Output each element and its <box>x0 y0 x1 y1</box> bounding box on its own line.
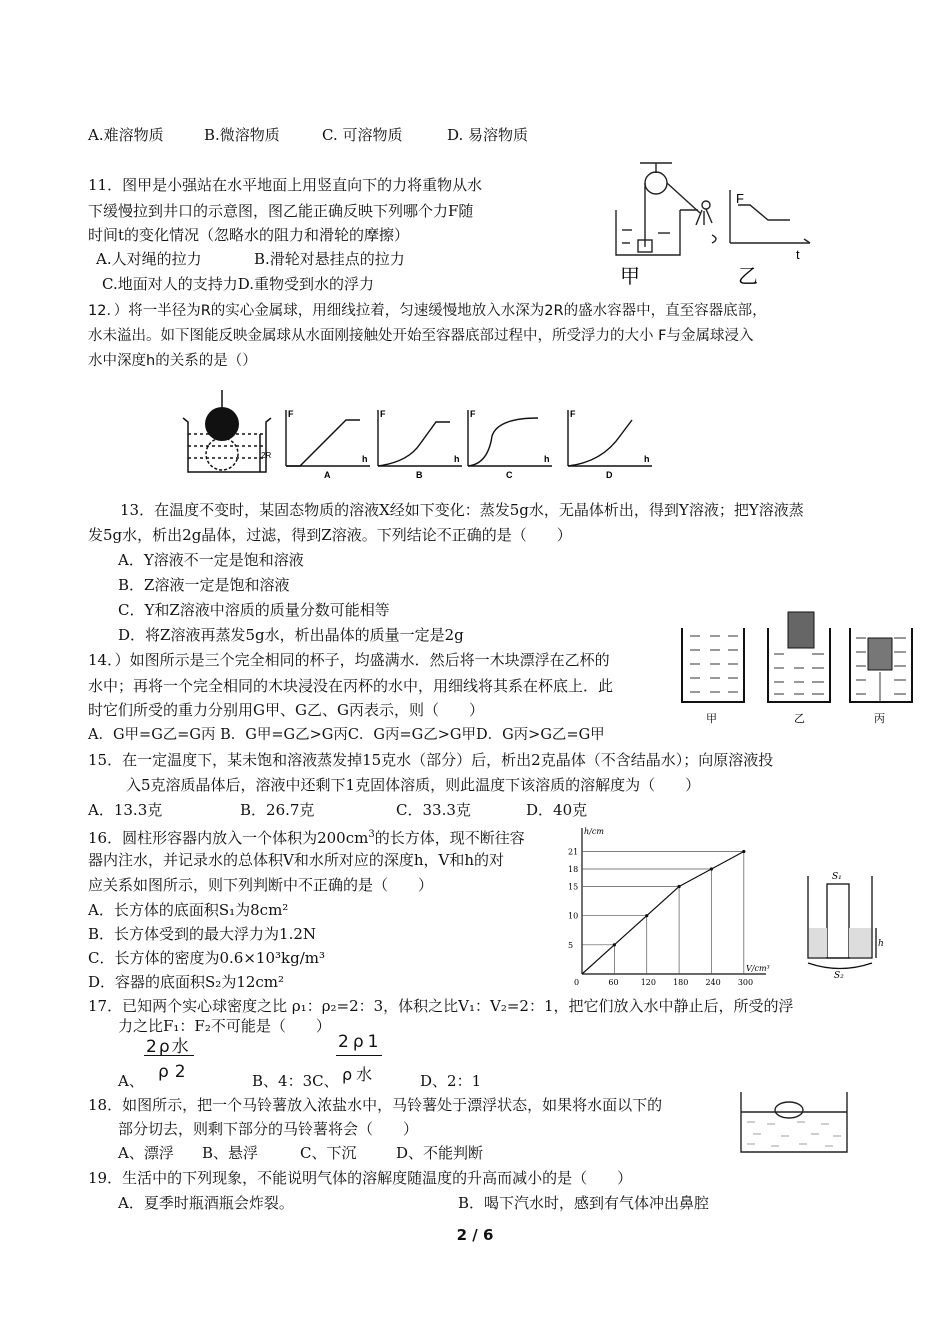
q13-opt-a: A．Y溶液不一定是饱和溶液 <box>118 551 304 569</box>
q12-line-1: 12．）将一半径为R的实心金属球，用细线拉着，匀速缓慢地放入水深为2R的盛水容器中，直至容器底部， <box>88 303 767 319</box>
q12-graph-label: B <box>416 470 423 480</box>
q16-y-tick-label: 18 <box>568 865 579 874</box>
q15-options <box>88 800 587 820</box>
q12-curve <box>378 422 450 466</box>
q11-figure <box>610 155 820 290</box>
q16-x-tick-label: 300 <box>737 978 754 987</box>
q15-opt-c: C．33.3克 <box>396 801 471 819</box>
q14-cup-label-yi: 乙 <box>794 712 805 725</box>
q17-opt-bc: B、4：3C、 <box>252 1072 339 1090</box>
q16-x-tick-label: 0 <box>574 978 580 987</box>
q11-fig-jia-label: 甲 <box>620 264 640 288</box>
q12-figure <box>178 390 658 480</box>
q15-line-1: 15．在一定温度下，某未饱和溶液蒸发掉15克水（部分）后，析出2克晶体（不含结晶水）；向原溶液投 <box>88 751 774 769</box>
q12-graph-label: A <box>324 470 331 480</box>
q12-curve <box>568 420 632 466</box>
q17-frac-1-den: ρ2 <box>158 1062 192 1082</box>
q16-y-tick-label: 15 <box>568 882 579 892</box>
q11-opt-c: C.地面对人的支持力 <box>102 275 238 293</box>
q16-x-tick-label: 120 <box>640 978 657 987</box>
q18-options <box>118 1143 483 1163</box>
q17-frac-1-num: 2ρ水 <box>146 1037 191 1057</box>
q17-opt-d: D、2：1 <box>420 1072 482 1090</box>
q16-h-v-chart <box>560 822 790 994</box>
q18-line-2: 部分切去，则剩下部分的马铃薯将会（ ） <box>118 1120 419 1138</box>
q19-line: 19．生活中的下列现象，不能说明气体的溶解度随温度的升高而减小的是（ ） <box>88 1169 633 1187</box>
q12-2r-label: 2R <box>261 451 272 460</box>
q12-h-label: h <box>454 454 460 464</box>
q11-fig-yi-label: 乙 <box>738 264 758 288</box>
q18-opt-b: B、悬浮 <box>202 1144 259 1162</box>
q11-line-1: 11．图甲是小强站在水平地面上用竖直向下的力将重物从水 <box>88 176 483 194</box>
q12-line-3: 水中深度h的关系的是（） <box>88 353 257 369</box>
q10-opt-a: A.难溶物质 <box>88 126 164 144</box>
q17-frac-2-num: 2ρ1 <box>338 1032 383 1052</box>
q16-line-1-pre: 16．圆柱形容器内放入一个体积为200cm <box>88 829 369 847</box>
q16-water-right <box>849 928 871 957</box>
q18-opt-a: A、漂浮 <box>118 1144 174 1162</box>
q16-y-tick-label: 5 <box>568 940 574 950</box>
q16-water-left <box>809 928 827 957</box>
q19-opt-a: A．夏季时瓶酒瓶会炸裂。 <box>118 1194 294 1212</box>
q13-opt-d: D．将Z溶液再蒸发5g水，析出晶体的质量一定是2g <box>118 626 464 644</box>
q11-opt-b: B.滑轮对悬挂点的拉力 <box>254 250 405 268</box>
q16-line-1 <box>88 825 525 848</box>
q18-opt-d: D、不能判断 <box>396 1144 484 1162</box>
q12-curve <box>468 418 538 466</box>
q15-opt-a: A．13.3克 <box>88 801 163 819</box>
q15-opt-b: B．26.7克 <box>240 801 315 819</box>
q18-line-1: 18．如图所示，把一个马铃薯放入浓盐水中，马铃薯处于漂浮状态，如果将水面以下的 <box>88 1096 663 1114</box>
q13-opt-b: B．Z溶液一定是饱和溶液 <box>118 576 290 594</box>
q14-cup-label-jia: 甲 <box>706 712 717 725</box>
q16-y-tick-label: 10 <box>568 911 579 921</box>
q12-graph-d <box>568 409 652 480</box>
q17-opt-a: A、 <box>118 1072 144 1090</box>
q17-frac-1-bar <box>144 1055 194 1056</box>
q12-graph-b <box>378 409 462 480</box>
q16-opt-c: C．长方体的密度为0.6×10³kg/m³ <box>88 949 325 967</box>
q16-x-tick-label: 60 <box>608 978 619 987</box>
q14-wood-block-yi <box>788 612 814 648</box>
q17-line-2: 力之比F₁：F₂不可能是（ ） <box>118 1017 331 1035</box>
q11-line-2: 下缓慢拉到井口的示意图，图乙能正确反映下列哪个力F随 <box>88 202 474 220</box>
q16-container-figure <box>800 866 890 978</box>
q15-opt-d: D．40克 <box>526 801 588 819</box>
q15-line-2: 入5克溶质晶体后，溶液中还剩下1克固体溶质，则此温度下该溶质的溶解度为（ ） <box>126 776 701 794</box>
q16-y-axis-label: h/cm <box>584 827 604 836</box>
q12-metal-ball <box>205 407 239 441</box>
q14-line-1: 14．）如图所示是三个完全相同的杯子，均盛满水．然后将一木块漂浮在乙杯的 <box>88 651 610 669</box>
q12-graph-c <box>468 409 552 480</box>
q19-opt-b: B．喝下汽水时，感到有气体冲出鼻腔 <box>458 1194 710 1212</box>
q10-opt-b: B.微溶物质 <box>204 126 280 144</box>
q17-frac-2-bar <box>336 1055 382 1056</box>
q16-x-axis-label: V/cm³ <box>746 964 770 973</box>
q11-options-ab <box>96 249 405 269</box>
q16-opt-b: B．长方体受到的最大浮力为1.2N <box>88 925 317 943</box>
q16-line-2: 器内注水，并记录水的总体积V和水所对应的深度h，V和h的对 <box>88 851 504 869</box>
q14-cup-label-bing: 丙 <box>874 712 885 725</box>
q12-curve <box>286 420 360 466</box>
q12-f-label: F <box>570 409 576 419</box>
q12-h-label: h <box>644 454 650 464</box>
q12-h-label: h <box>362 454 368 464</box>
q12-graph-label: C <box>506 470 513 480</box>
q11-opt-d: D.重物受到水的浮力 <box>237 275 374 293</box>
q17-frac-2-den: ρ水 <box>342 1065 377 1084</box>
q12-graph-label: D <box>606 470 613 480</box>
q16-x-tick-label: 240 <box>705 978 721 987</box>
q10-opt-c: C. 可溶物质 <box>322 126 403 144</box>
q16-s1-label: S₁ <box>832 872 842 882</box>
q12-graph-a <box>286 409 370 480</box>
q16-y-tick-label: 21 <box>568 847 579 857</box>
q16-opt-d: D．容器的底面积S₂为12cm² <box>88 973 285 991</box>
page-number: 2 / 6 <box>456 1226 494 1244</box>
q18-opt-c: C、下沉 <box>300 1144 357 1162</box>
q14-line-3: 时它们所受的重力分别用G甲、G乙、G丙表示，则（ ） <box>88 701 484 719</box>
q10-options <box>88 125 528 145</box>
q11-fig-f-label: F <box>736 191 744 206</box>
q11-fig-t-label: t <box>796 247 800 262</box>
q12-h-label: h <box>544 454 550 464</box>
q13-opt-c: C．Y和Z溶液中溶质的质量分数可能相等 <box>118 601 390 619</box>
q18-potato-figure <box>737 1088 852 1156</box>
q12-f-label: F <box>380 409 386 419</box>
q14-options: A．G甲=G乙=G丙 B．G甲=G乙>G丙C．G丙=G乙>G甲D．G丙>G乙=G甲 <box>88 727 605 743</box>
q12-f-label: F <box>470 409 476 419</box>
q12-line-2: 水未溢出。如下图能反映金属球从水面刚接触处开始至容器底部过程中，所受浮力的大小 F与金属球浸入 <box>88 328 754 344</box>
q14-cups-figure <box>676 610 916 725</box>
q13-line-1: 13．在温度不变时，某固态物质的溶液X经如下变化：蒸发5g水，无晶体析出，得到Y溶液；把Y溶液蒸 <box>120 501 804 519</box>
q12-f-label: F <box>288 409 294 419</box>
q11-line-3: 时间t的变化情况（忽略水的阻力和滑轮的摩擦） <box>88 226 410 244</box>
q11-options-cd <box>102 274 374 294</box>
q16-h-label: h <box>878 939 884 949</box>
q16-opt-a: A．长方体的底面积S₁为8cm² <box>88 901 289 919</box>
q11-opt-a: A.人对绳的拉力 <box>96 250 202 268</box>
q14-line-2: 水中；再将一个完全相同的木块浸没在丙杯的水中，用细线将其系在杯底上．此 <box>88 677 614 695</box>
q17-line-1: 17．已知两个实心球密度之比 ρ₁：ρ₂=2：3，体积之比V₁：V₂=2：1，把它们放入水中静止后，所受的浮 <box>88 997 794 1015</box>
q16-line-1-sup: 3 <box>368 829 375 840</box>
q16-s2-label: S₂ <box>834 971 844 978</box>
q16-line-3: 应关系如图所示，则下列判断中不正确的是（ ） <box>88 876 434 894</box>
q14-wood-block-bing <box>868 638 892 670</box>
q16-x-tick-label: 180 <box>673 978 689 987</box>
q10-opt-d: D. 易溶物质 <box>447 126 529 144</box>
q16-line-1-post: 的长方体，现不断往容 <box>374 829 525 847</box>
q13-line-2: 发5g水，析出2g晶体，过滤，得到Z溶液。下列结论不正确的是（ ） <box>88 526 572 544</box>
q16-data-line <box>582 852 744 975</box>
